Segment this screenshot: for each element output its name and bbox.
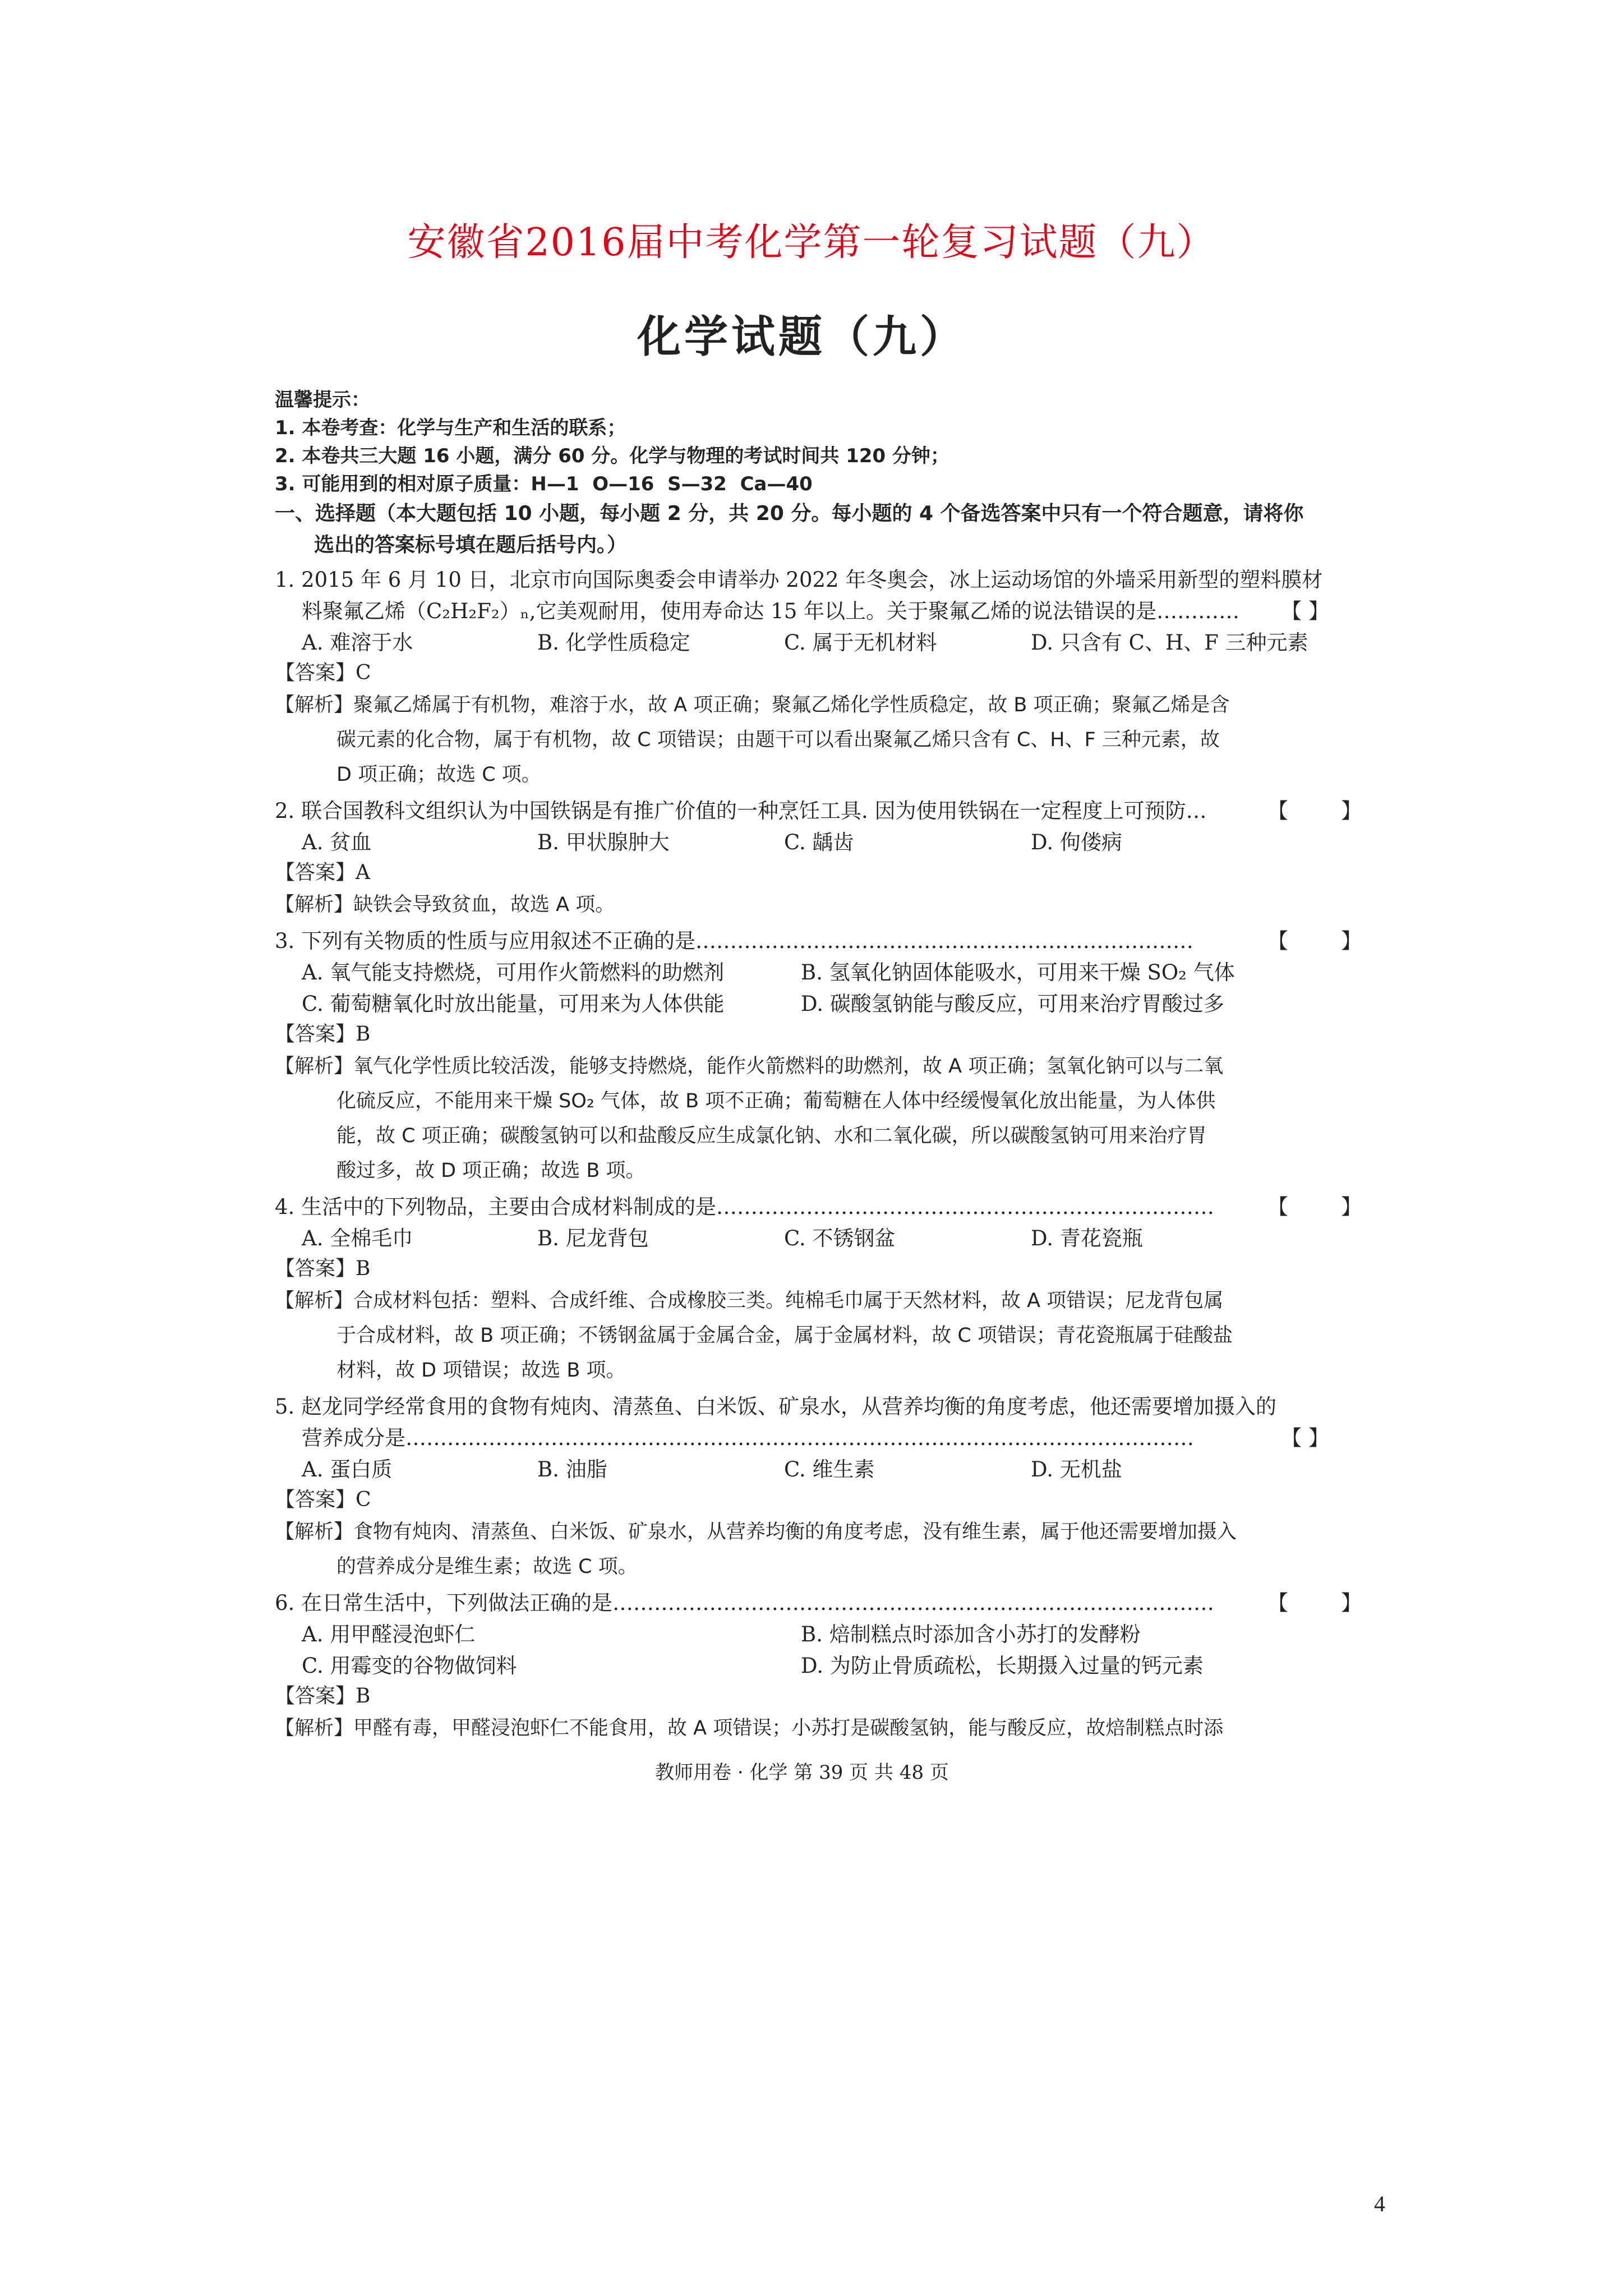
explanation-line: 【解析】聚氟乙烯属于有机物，难溶于水，故 A 项正确；聚氟乙烯化学性质稳定，故 B 项正确；聚氟乙烯是含 [275,694,1230,716]
options [275,1454,1329,1485]
explanation [275,1711,1329,1746]
explanation-line: 碳元素的化合物，属于有机物，故 C 项错误；由题干可以看出聚氟乙烯只含有 C、H、F 三种元素，故 [336,729,1220,751]
question-stem: 2. 联合国教科文组织认为中国铁锅是有推广价值的一种烹饪工具. 因为使用铁锅在一定程度上可预防… [275,799,1207,823]
option-c: C. 属于无机材料 [784,631,937,655]
answer: 【答案】B [275,1023,371,1046]
option-d: D. 碳酸氢钠能与酸反应，可用来治疗胃酸过多 [801,992,1224,1016]
document-title: 安徽省2016届中考化学第一轮复习试题（九） [407,220,1216,265]
explanation-line: 材料，故 D 项错误；故选 B 项。 [336,1359,626,1382]
explanation-line: 【解析】氧气化学性质比较活泼，能够支持燃烧，能作火箭燃料的助燃剂，故 A 项正确；氢氧化钠可以与二氧 [275,1055,1224,1078]
explanation-line: 【解析】甲醛有毒，甲醛浸泡虾仁不能食用，故 A 项错误；小苏打是碳酸氢钠，能与酸反应，故焙制糕点时添 [275,1717,1224,1740]
option-b: B. 化学性质稳定 [537,631,690,655]
exam-title: 化学试题（九） [637,311,967,362]
tips-heading: 温馨提示： [275,389,370,411]
question-3 [275,926,1362,1188]
options [275,827,1329,858]
options [275,1223,1329,1254]
option-a: A. 贫血 [302,830,372,854]
tip-item: 3. 可能用到的相对原子质量：H—1 O—16 S—32 Ca—40 [275,473,813,495]
option-c: C. 葡萄糖氧化时放出能量，可用来为人体供能 [302,992,725,1016]
question-stem: 4. 生活中的下列物品，主要由合成材料制成的是……………………………………………………………… [275,1195,1215,1219]
question-stem: 6. 在日常生活中，下列做法正确的是…………………………………………………………………………… [275,1591,1215,1615]
question-5 [275,1391,1329,1584]
explanation-line: 【解析】食物有炖肉、清蒸鱼、白米饭、矿泉水，从营养均衡的角度考虑，没有维生素，属于他还需要增加摄入 [275,1521,1237,1543]
explanation [275,1283,1329,1388]
option-b: B. 甲状腺肿大 [537,830,670,854]
options [275,627,1329,659]
explanation [275,688,1329,792]
explanation [275,887,1329,922]
option-a: A. 用甲醛浸泡虾仁 [302,1622,476,1646]
option-d: D. 佝偻病 [1031,830,1122,854]
section-heading-line: 选出的答案标号填在题后括号内。） [314,533,628,556]
answer: 【答案】C [275,1488,371,1511]
answer: 【答案】C [275,661,371,684]
answer-bracket: 【 】 [1267,1195,1362,1219]
answer: 【答案】A [275,861,370,884]
section-heading [275,498,1329,561]
page-number: 4 [1374,2191,1385,2216]
tip-item: 1. 本卷考查：化学与生产和生活的联系； [275,417,626,439]
answer: 【答案】B [275,1257,371,1280]
explanation-line: D 项正确；故选 C 项。 [336,763,541,786]
option-a: A. 全棉毛巾 [302,1226,413,1250]
option-a: A. 难溶于水 [302,631,413,655]
options [275,1619,1329,1682]
explanation-line: 能，故 C 项正确；碳酸氢钠可以和盐酸反应生成氯化钠、水和二氧化碳，所以碳酸氢钠可用来治疗胃 [336,1125,1207,1147]
answer-bracket: 【 】 [1267,929,1362,953]
question-stem-cont: 营养成分是…………………………………………………………………………………………………… [302,1426,1194,1450]
explanation-line: 化硫反应，不能用来干燥 SO₂ 气体，故 B 项不正确；葡萄糖在人体中经缓慢氧化放出能量，为人体供 [336,1090,1216,1112]
question-2 [275,795,1362,922]
question-stem: 5. 赵龙同学经常食用的食物有炖肉、清蒸鱼、白米饭、矿泉水，从营养均衡的角度考虑，他还需要增加摄入的 [275,1395,1277,1419]
option-b: B. 尼龙背包 [537,1226,649,1250]
option-d: D. 无机盐 [1031,1457,1122,1481]
answer-bracket: 【 】 [1281,1426,1329,1450]
question-1 [275,564,1329,792]
option-c: C. 维生素 [784,1457,875,1481]
option-b: B. 油脂 [537,1457,607,1481]
answer-bracket: 【 】 [1267,799,1362,823]
answer-bracket: 【 】 [1281,599,1329,623]
explanation [275,1049,1329,1188]
option-c: C. 龋齿 [784,830,854,854]
tip-item: 2. 本卷共三大题 16 小题，满分 60 分。化学与物理的考试时间共 120 分钟； [275,445,950,467]
option-a: A. 蛋白质 [302,1457,393,1481]
option-b: B. 焙制糕点时添加含小苏打的发酵粉 [801,1622,1141,1646]
explanation-line: 于合成材料，故 B 项正确；不锈钢盆属于金属合金，属于金属材料，故 C 项错误；青花瓷瓶属于硅酸盐 [336,1324,1233,1347]
answer: 【答案】B [275,1685,371,1708]
tips-block [275,386,1329,498]
option-a: A. 氧气能支持燃烧，可用作火箭燃料的助燃剂 [302,960,725,984]
explanation-line: 【解析】合成材料包括：塑料、合成纤维、合成橡胶三类。纯棉毛巾属于天然材料，故 A 项错误；尼龙背包属 [275,1290,1224,1312]
question-stem-cont: 料聚氟乙烯（C₂H₂F₂）ₙ,它美观耐用，使用寿命达 15 年以上。关于聚氟乙烯的说法错误的是………… [302,599,1240,623]
option-d: D. 只含有 C、H、F 三种元素 [1031,631,1308,655]
option-c: C. 用霉变的谷物做饲料 [302,1654,517,1678]
answer-bracket: 【 】 [1267,1591,1362,1615]
question-4 [275,1191,1362,1388]
question-stem: 1. 2015 年 6 月 10 日，北京市向国际奥委会申请举办 2022 年冬奥会，冰上运动场馆的外墙采用新型的塑料膜材 [275,568,1323,592]
option-b: B. 氢氧化钠固体能吸水，可用来干燥 SO₂ 气体 [801,960,1235,984]
option-d: D. 为防止骨质疏松，长期摄入过量的钙元素 [801,1654,1204,1678]
question-stem: 3. 下列有关物质的性质与应用叙述不正确的是……………………………………………………………… [275,929,1194,953]
question-6 [275,1588,1362,1746]
scanned-exam-page [275,292,1362,1784]
option-c: C. 不锈钢盆 [784,1226,896,1250]
scan-footer: 教师用卷 · 化学 第 39 页 共 48 页 [655,1761,949,1784]
explanation [275,1515,1329,1584]
explanation-line: 【解析】缺铁会导致贫血，故选 A 项。 [275,894,615,916]
explanation-line: 的营养成分是维生素；故选 C 项。 [336,1556,638,1578]
section-heading-line: 一、选择题（本大题包括 10 小题，每小题 2 分，共 20 分。每小题的 4 个备选答案中只有一个符合题意，请将你 [275,502,1304,525]
explanation-line: 酸过多，故 D 项正确；故选 B 项。 [336,1159,645,1182]
option-d: D. 青花瓷瓶 [1031,1226,1143,1250]
options [275,957,1329,1020]
